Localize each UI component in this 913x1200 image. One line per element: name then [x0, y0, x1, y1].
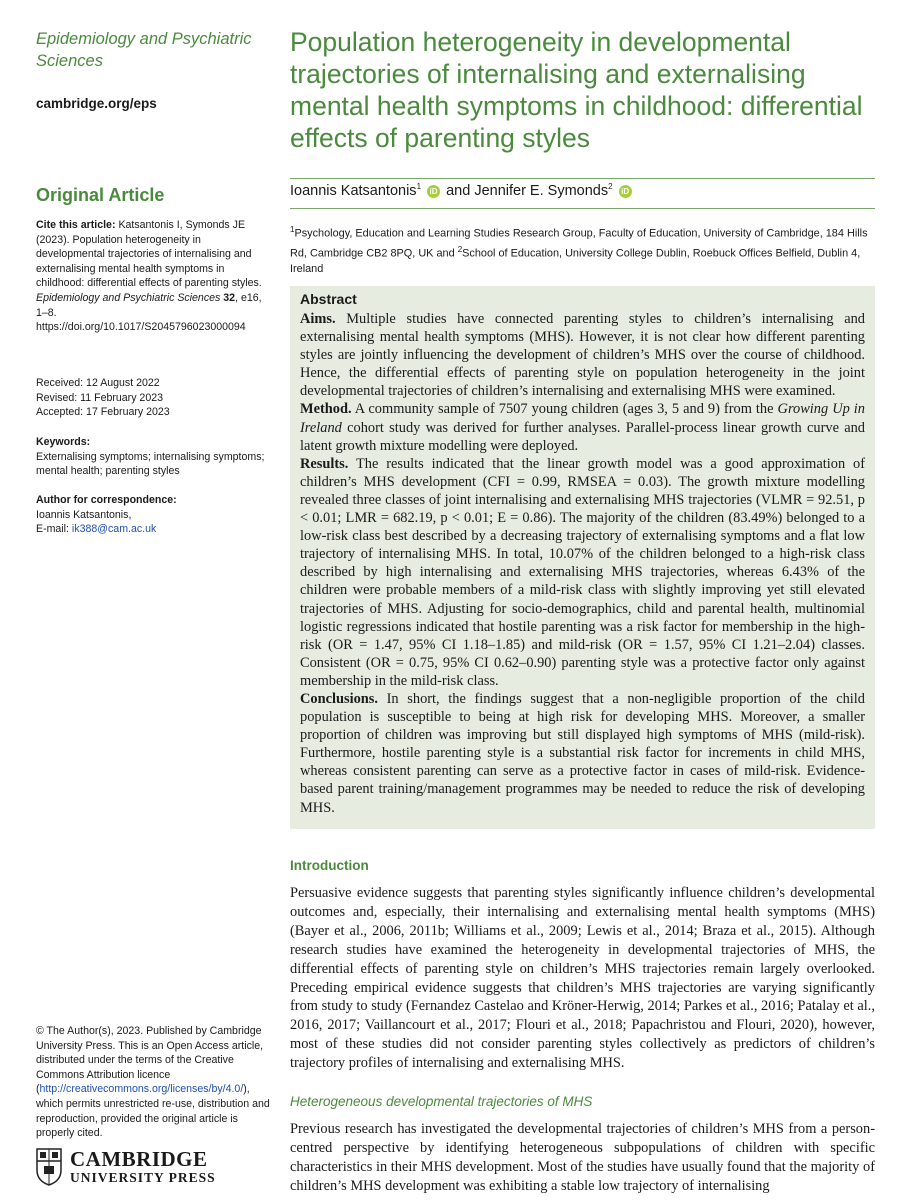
article-type: Original Article — [36, 185, 165, 205]
license-block — [36, 1024, 270, 1141]
logo-line1: CAMBRIDGE — [70, 1147, 208, 1171]
revised-date: Revised: 11 February 2023 — [36, 391, 164, 404]
logo-text — [70, 1148, 216, 1186]
accepted-date: Accepted: 17 February 2023 — [36, 406, 170, 419]
cite-journal: Epidemiology and Psychiatric Sciences — [36, 291, 221, 304]
citation-block — [36, 218, 268, 335]
correspondence-label: Author for correspondence: — [36, 494, 177, 506]
license-text-b: ), which permits unrestricted re-use, distribution and reproduction, provided the original article is properly cited. — [36, 1083, 270, 1140]
method-text-a: A community sample of 7507 young children (ages 3, 5 and 9) from the — [354, 401, 774, 418]
author-2: Jennifer E. Symonds — [474, 182, 609, 199]
abstract-results — [300, 455, 865, 690]
author-1-sup: 1 — [416, 182, 422, 191]
abstract-method — [300, 400, 865, 454]
intro-heading: Introduction — [290, 858, 369, 873]
author-and: and — [446, 182, 471, 199]
affiliation-2: School of Education, University College Dublin, Roebuck Offices Belfield, Dublin 4, Ireland — [290, 247, 861, 276]
method-study: Growing Up in Ireland — [300, 401, 866, 436]
cite-volume: 32 — [223, 291, 236, 304]
method-label: Method. — [300, 401, 352, 418]
conclusions-text: In short, the findings suggest that a non-negligible proportion of the child population is susceptible to being at high risk for developing MHS. Moreover, a smaller proportion of children was improving but still displayed high symptoms of MHS (mild-risk). Furthermore, hostile parenting style is a substantial risk factor for increments in child MHS, whereas consistent parenting can serve as a protective factor in cases of mild-risk. Evidence-based parent training/management programmes may be needed to reduce the risk of developing MHS. — [300, 690, 865, 816]
cambridge-crest-icon — [36, 1148, 62, 1186]
logo-line2: UNIVERSITY PRESS — [70, 1170, 216, 1185]
author-2-sup: 2 — [608, 182, 613, 191]
license-text-a: © The Author(s), 2023. Published by Cambridge University Press. This is an Open Access article, distributed under the terms of the Creative Commons Attribution licence ( — [36, 1025, 264, 1096]
aims-label: Aims. — [300, 311, 336, 327]
correspondence-block — [36, 493, 268, 537]
authors-line — [290, 182, 634, 199]
orcid-icon[interactable]: iD — [427, 185, 440, 198]
subsection-heading: Heterogeneous developmental trajectories of MHS — [290, 1094, 593, 1109]
keywords-label: Keywords: — [36, 436, 91, 448]
article-main — [290, 26, 875, 1194]
intro-paragraph: Persuasive evidence suggests that parenting styles significantly influence children’s developmental outcomes and, especially, their internalising and externalising mental health symptoms (MHS) (Bayer et al., 2006, 2011b; Williams et al., 2009; Lewis et al., 2014; Braza et al., 2015). Although research studies have examined the heterogeneity in developmental trajectories of MHS, the differential effects of parenting style on children’s MHS trajectories remain largely overlooked. Preceding empirical evidence suggests that children’s MHS trajectories are varying significantly from study to study (Fernandez Castelao and Kröner-Herwig, 2014; Parkes et al., 2016; Patalay et al., 2016, 2017; Vaillancourt et al., 2017; Flouri et al., 2018; Papachristou and Flouri, 2020), however, most of these studies did not consider parenting styles collectively as predictors of children’s trajectory profiles of internalising and externalising MHS. — [290, 885, 875, 1072]
cite-text: Katsantonis I, Symonds JE (2023). Population heterogeneity in developmental trajectories of internalising and externalising mental health symptoms in childhood: differential effects of parenting styles. — [36, 219, 262, 290]
cite-label: Cite this article: — [36, 219, 116, 231]
orcid-icon[interactable]: iD — [619, 185, 632, 198]
abstract-aims — [300, 310, 865, 400]
publisher-logo — [36, 1148, 216, 1186]
authors-divider — [290, 208, 875, 209]
results-label: Results. — [300, 455, 349, 472]
author-1: Ioannis Katsantonis — [290, 182, 417, 199]
affiliation-1: Psychology, Education and Learning Studies Research Group, Faculty of Education, University of Cambridge, 184 Hills Rd, Cambridge CB2 8PQ, UK and — [290, 227, 868, 260]
article-title: Population heterogeneity in developmental trajectories of internalising and externalising mental health symptoms in childhood: differential effects of parenting styles — [290, 27, 863, 153]
subsection-paragraph: Previous research has investigated the developmental trajectories of children’s MHS from a person-centred perspective by identifying heterogeneous subpopulations of children with specific characteristics in their MHS development. Most of the studies have usually found that the majority of children’s MHS development was exhibiting a stable low trajectory of internalising — [290, 1121, 875, 1194]
abstract-heading: Abstract — [300, 291, 357, 307]
abstract-conclusions — [300, 690, 865, 817]
abstract-box — [290, 286, 875, 829]
cite-doi[interactable]: , e16, 1–8. https://doi.org/10.1017/S2045796023000094 — [36, 291, 262, 334]
email-link[interactable]: ik388@cam.ac.uk — [71, 523, 157, 536]
left-sidebar — [36, 28, 270, 1185]
received-date: Received: 12 August 2022 — [36, 377, 160, 389]
conclusions-label: Conclusions. — [300, 690, 378, 707]
keywords-block — [36, 435, 268, 479]
correspondence-name: Ioannis Katsantonis, — [36, 508, 132, 521]
license-link[interactable]: http://creativecommons.org/licenses/by/4.0/ — [39, 1083, 244, 1096]
aff-2-sup: 2 — [457, 244, 463, 254]
keywords-text: Externalising symptoms; internalising symptoms; mental health; parenting styles — [36, 450, 265, 478]
title-divider — [290, 178, 875, 179]
method-text-b: cohort study was derived for further analyses. Parallel-process linear growth curve and latent growth mixture modelling were deployed. — [300, 419, 865, 454]
journal-site[interactable]: cambridge.org/eps — [36, 96, 157, 111]
dates-block — [36, 376, 170, 420]
journal-name: Epidemiology and Psychiatric Sciences — [36, 30, 252, 70]
aims-text: Multiple studies have connected parenting styles to children’s internalising and externalising mental health symptoms (MHS). However, it is not clear how different parenting styles are jointly influencing the development of children’s MHS over the course of childhood. Hence, the differential effects of parenting style on population heterogeneity in the joint developmental trajectories of children’s internalising and externalising MHS were examined. — [300, 311, 865, 400]
results-text: The results indicated that the linear growth model was a good approximation of children’s MHS development (CFI = 0.99, RMSEA = 0.03). The growth mixture modelling revealed three classes of joint internalising and externalising MHS trajectories (VLMR = 92.51, p < 0.01; LMR = 682.19, p < 0.01; E = 0.86). The majority of the children (83.49%) belonged to a low-risk class best described by a decreasing trajectory of externalising symptoms and a flat low trajectory of internalising MHS. In total, 10.07% of the children belonged to a high-risk class described by high internalising and externalising MHS trajectories, whereas 6.43% of the children were probable members of a mild-risk class with slightly improving yet still elevated trajectories of MHS. Adjusting for socio-demographics, child and parental health, multinomial logistic regressions indicated that hostile parenting was a risk factor for membership in the high-risk (OR = 1.47, 95% CI 1.18–1.85) and mild-risk (OR = 1.57, 95% CI 1.21–2.04) classes. Consistent (OR = 0.75, 95% CI 0.62–0.90) parenting style was a protective factor only against membership in the mild-risk class. — [300, 455, 865, 689]
aff-1-sup: 1 — [290, 225, 295, 234]
affiliations — [290, 222, 875, 277]
email-label: E-mail: — [36, 523, 69, 536]
